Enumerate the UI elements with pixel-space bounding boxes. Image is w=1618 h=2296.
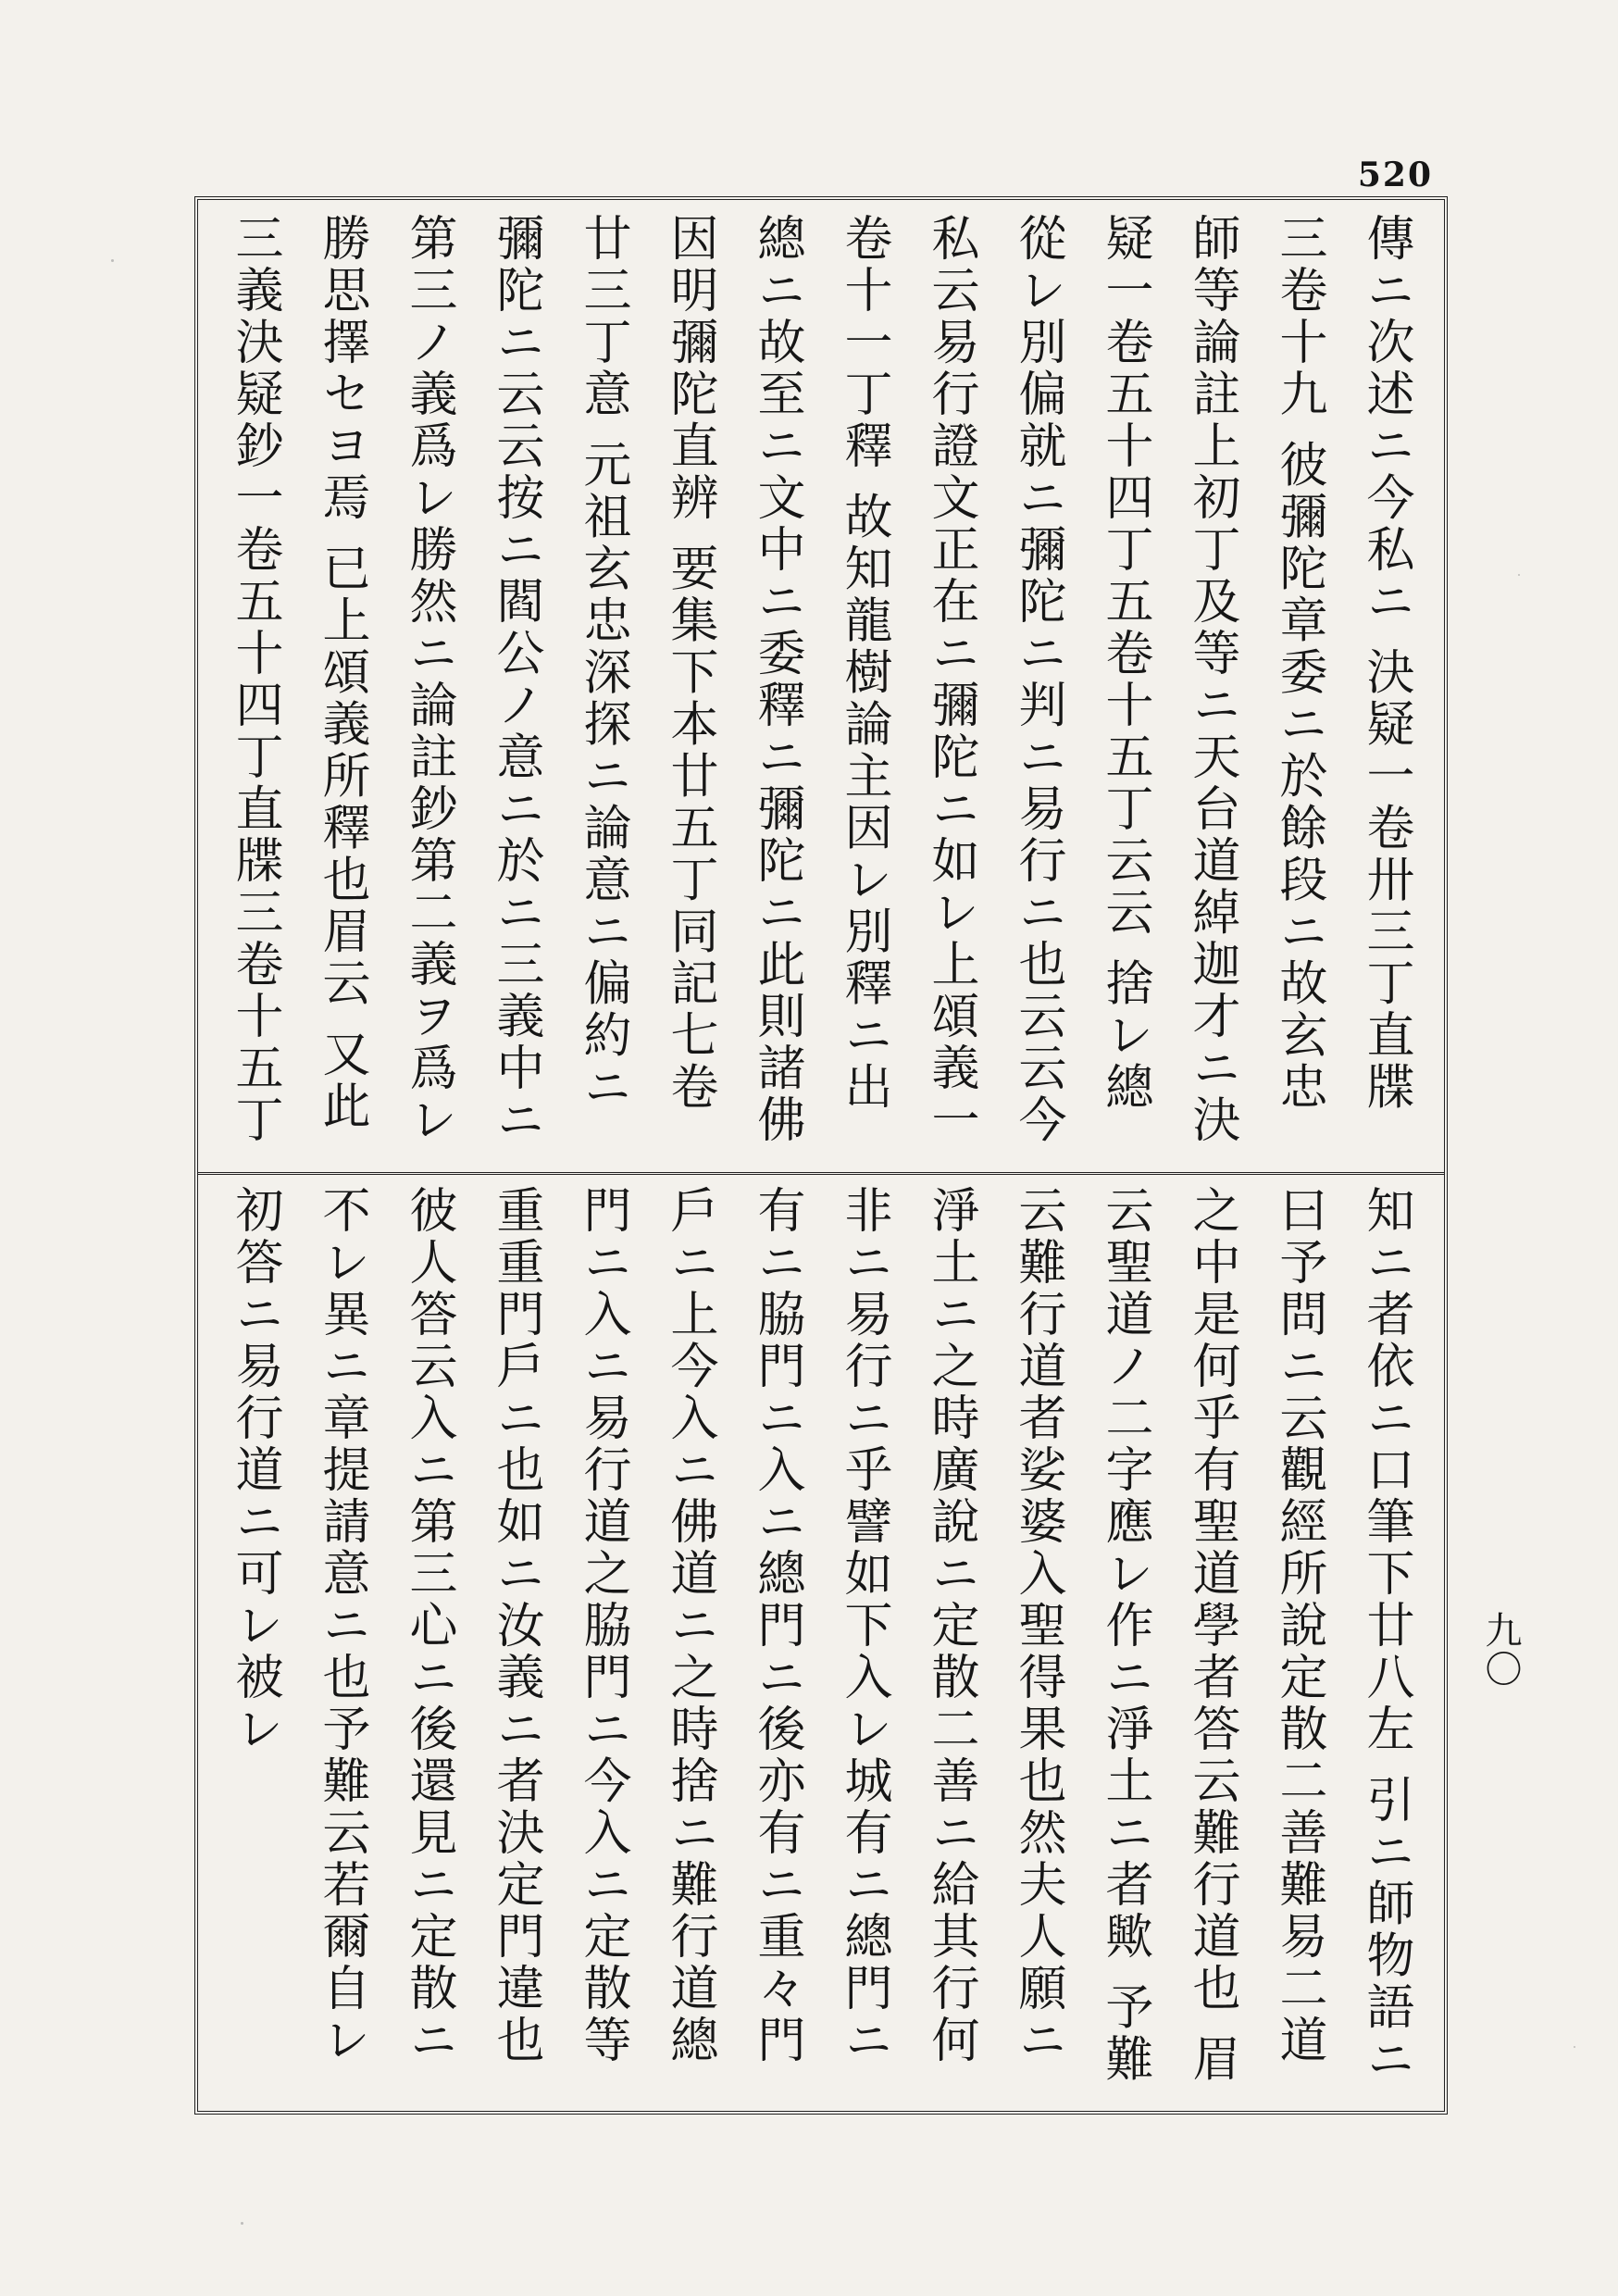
lower-main-text-panel <box>211 1185 1431 2102</box>
page-number: 520 <box>1357 156 1433 194</box>
upper-commentary-panel <box>211 213 1431 1165</box>
folio-number: 九〇 <box>1479 1611 1522 1689</box>
panel-divider <box>198 1172 1444 1175</box>
text-frame <box>194 196 1448 2115</box>
paper-speck <box>1574 2046 1575 2048</box>
paper-speck <box>1518 574 1520 576</box>
paper-speck <box>241 2222 243 2225</box>
lower-main-text: 知ニ者依ニ口筆下廿八左 引ニ師物語ニ曰予問ニ云觀經所說定散二善難易二道之中是何乎有聖道學者答云難行道也 眉云聖道ノ二字應レ作ニ淨土ニ者歟 予難云難行道者娑婆入聖得果也然夫人願ニ淨土ニ之時廣說ニ定散二善ニ給其行何非ニ易行ニ乎譬如下入レ城有ニ總門ニ有ニ脇門ニ入ニ總門ニ後亦有ニ重々門戶ニ上今入ニ佛道ニ之時捨ニ難行道總門ニ入ニ易行道之脇門ニ今入ニ定散等重重門戶ニ也如ニ汝義ニ者決定門違也彼人答云入ニ第三心ニ後還見ニ定散ニ不レ異ニ章提請意ニ也予難云若爾自レ初答ニ易行道ニ可レ被レ <box>227 1185 1413 2086</box>
paper-speck <box>111 259 114 262</box>
upper-commentary-text: 傳ニ次述ニ今私ニ 決疑一卷卅三丁直牒三卷十九 彼彌陀章委ニ於餘段ニ故玄忠師等論註上初丁及等ニ天台道綽迦才ニ決疑一卷五十四丁五卷十五丁云云 捨レ總從レ別偏就ニ彌陀ニ判ニ易行ニ也云云今私云易行證文正在ニ彌陀ニ如レ上頌義一卷十一丁釋 故知龍樹論主因レ別釋ニ出總ニ故至ニ文中ニ委釋ニ彌陀ニ此則諸佛因明彌陀直辨 要集下本廿五丁同記七卷廿三丁意 元祖玄忠深探ニ論意ニ偏約ニ彌陀ニ云云按ニ閻公ノ意ニ於ニ三義中ニ第三ノ義爲レ勝然ニ論註鈔第二義ヲ爲レ勝思擇セヨ焉 已上頌義所釋也眉云 又此三義決疑鈔一卷五十四丁直牒三卷十五丁 <box>227 213 1413 1146</box>
